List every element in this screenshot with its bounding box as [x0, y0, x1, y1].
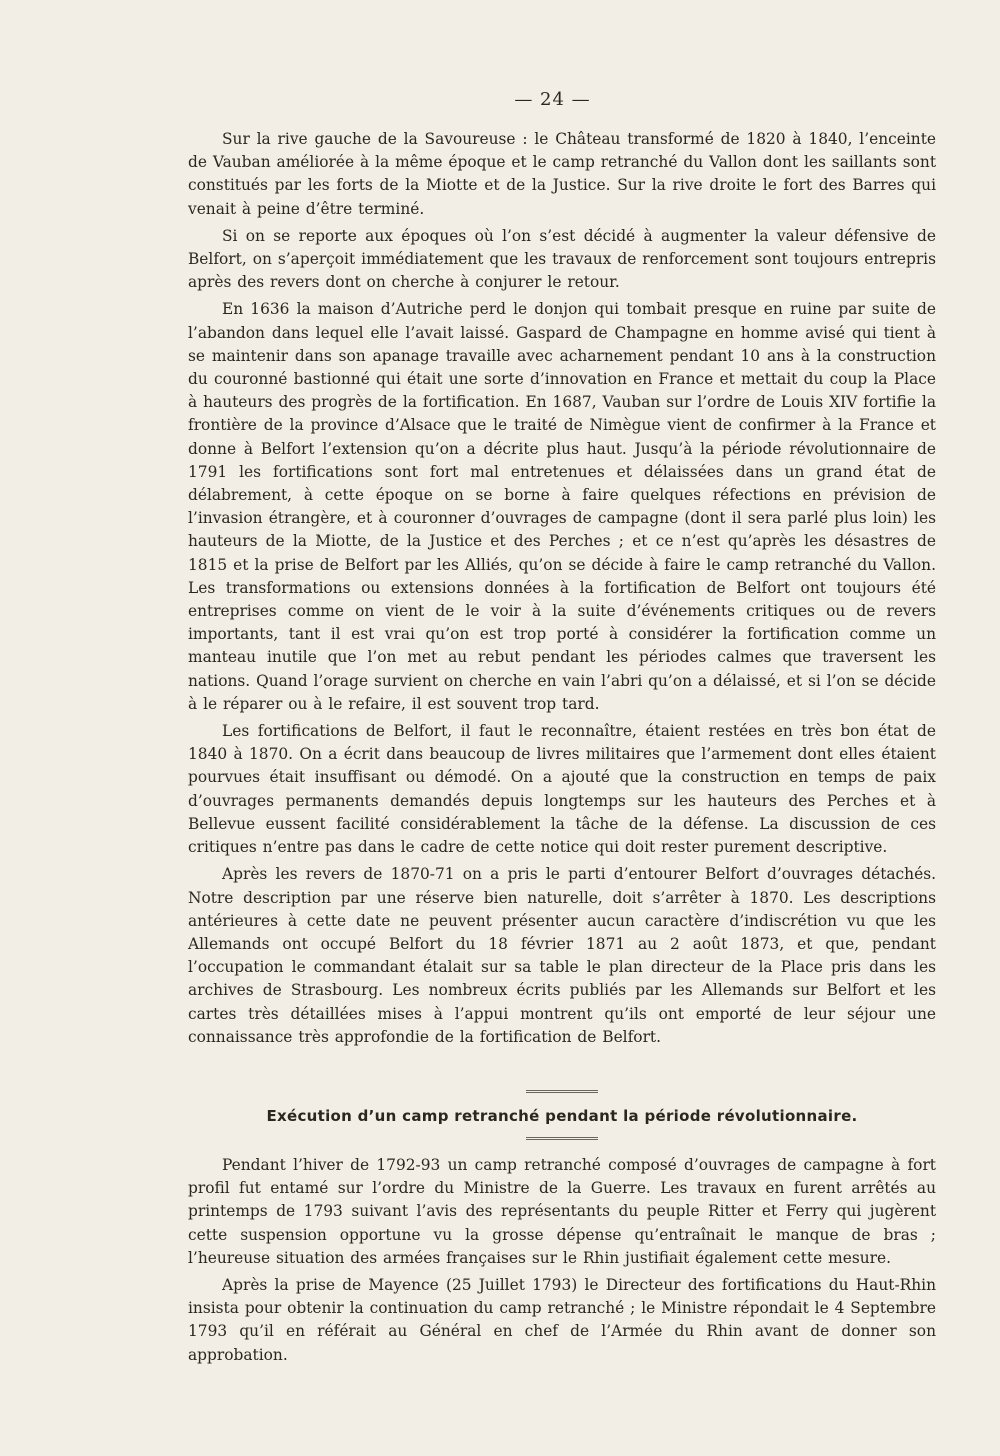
body-text — [188, 128, 936, 1053]
paragraph-1: Sur la rive gauche de la Savoureuse : le Château transformé de 1820 à 1840, l’enceinte de Vauban améliorée à la même époque et le camp retranché du Vallon dont les saillants sont constitués par les forts de la Miotte et de la Justice. Sur la rive droite le fort des Barres qui venait à peine d’être terminé. — [188, 130, 936, 218]
paragraph-4: Les fortifications de Belfort, il faut le reconnaître, étaient restées en très bon état de 1840 à 1870. On a écrit dans beaucoup de livres militaires que l’armement dont elles étaient pourvues était insuffisant ou démodé. On a ajouté que la construction en temps de paix d’ouvrages permanents demandés depuis longtemps sur les hauteurs des Perches et à Bellevue eussent facilité considérablement la tâche de la défense. La discussion de ces critiques n’entre pas dans le cadre de cette notice qui doit rester purement descriptive. — [188, 722, 936, 857]
section-body — [188, 1154, 936, 1367]
paragraph-2: Si on se reporte aux époques où l’on s’est décidé à augmenter la valeur défensive de Belfort, on s’aperçoit immédiatement que les travaux de renforcement sont toujours entrepris après des revers dont on cherche à conjurer le retour. — [188, 226, 936, 292]
top-divider — [526, 1090, 598, 1093]
paragraph-5: Après les revers de 1870-71 on a pris le parti d’entourer Belfort d’ouvrages détachés. Notre description par une réserve bien naturelle, doit s’arrêter à 1870. Les descriptions antérieures à cette date ne peuvent présenter aucun caractère d’indiscrétion vu que les Allemands ont occupé Belfort du 18 février 1871 au 2 août 1873, et que, pendant l’occupation le commandant étalait sur sa table le plan directeur de la Place pris dans les archives de Strasbourg. Les nombreux écrits publiés par les Allemands sur Belfort et les cartes très détaillées mises à l’appui montrent qu’ils ont emporté de leur séjour une connaissance très approfondie de la fortification de Belfort. — [188, 865, 936, 1046]
section-paragraph-2: Après la prise de Mayence (25 Juillet 1793) le Directeur des fortifications du Haut-Rhin insista pour obtenir la continuation du camp retranché ; le Ministre répondait le 4 Septembre 1793 qu’il en référait au Général en chef de l’Armée du Rhin avant de donner son approbation. — [188, 1276, 936, 1364]
section-paragraph-1: Pendant l’hiver de 1792-93 un camp retranché composé d’ouvrages de campagne à fort profil fut entamé sur l’ordre du Ministre de la Guerre. Les travaux en furent arrêtés au printemps de 1793 suivant l’avis des représentants du peuple Ritter et Ferry qui jugèrent cette suspension opportune vu la grosse dépense qu’entraînait le manque de bras ; l’heureuse situation des armées françaises sur le Rhin justifiait également cette mesure. — [188, 1156, 936, 1267]
paragraph-3: En 1636 la maison d’Autriche perd le donjon qui tombait presque en ruine par suite de l’abandon dans lequel elle l’avait laissé. Gaspard de Champagne en homme avisé qui tient à se maintenir dans son apanage travaille avec acharnement pendant 10 ans à la construction du couronné bastionné qui était une sorte d’innovation en France et mettait du coup la Place à hauteurs des progrès de la fortification. En 1687, Vauban sur l’ordre de Louis XIV fortifie la frontière de la province d’Alsace que le traité de Nimègue vient de confirmer à la France et donne à Belfort l’extension qu’on a décrite plus haut. Jusqu’à la période révolutionnaire de 1791 les fortifications sont fort mal entretenues et délaissées dans un grand état de délabrement, à cette époque on se borne à faire quelques réfections en prévision de l’invasion étrangère, et à couronner d’ouvrages de campagne (dont il sera parlé plus loin) les hauteurs de la Miotte, de la Justice et des Perches ; et ce n’est qu’après les désastres de 1815 et la prise de Belfort par les Alliés, qu’on se décide à faire le camp retranché du Vallon. Les transformations ou extensions données à la fortification de Belfort ont toujours été entreprises comme on vient de le voir à la suite d’événements critiques ou de revers importants, tant il est vrai qu’on est trop porté à considérer la fortification comme un manteau inutile que l’on met au rebut pendant les périodes calmes que traversent les nations. Quand l’orage survient on cherche en vain l’abri qu’on a délaissé, et si l’on se décide à le réparer ou à le refaire, il est souvent trop tard. — [188, 300, 936, 713]
bottom-divider — [526, 1137, 598, 1140]
section-title: Exécution d’un camp retranché pendant la période révolutionnaire. — [266, 1107, 858, 1125]
page-number: — 24 — — [514, 89, 591, 110]
section-revolutionary-camp — [188, 1090, 936, 1371]
